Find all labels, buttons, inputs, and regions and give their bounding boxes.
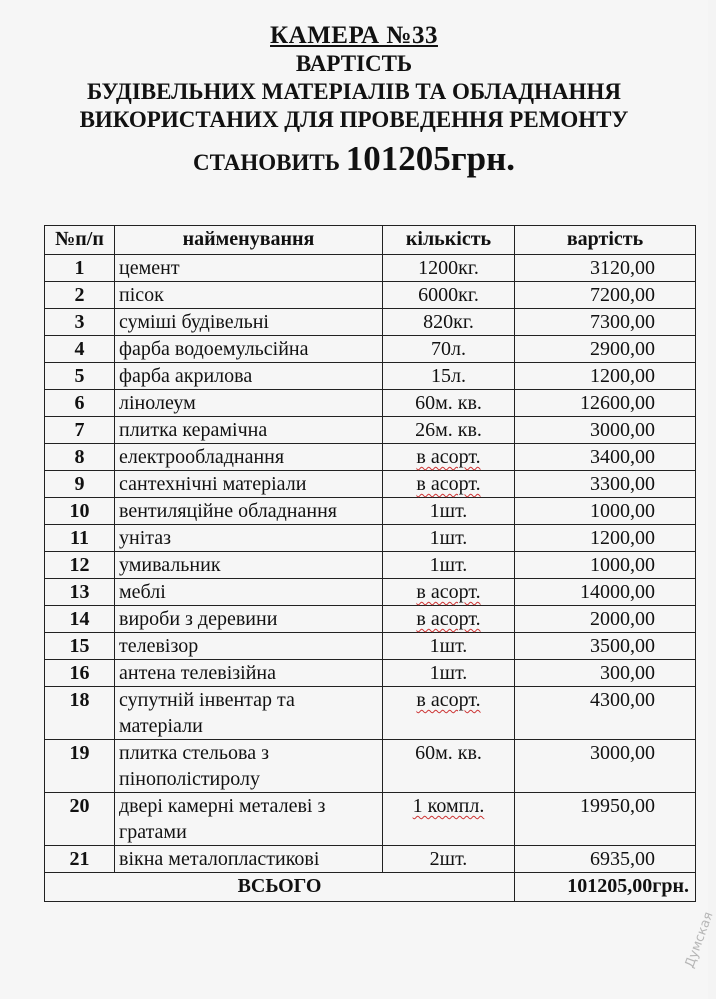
row-name: унітаз <box>115 525 383 552</box>
table-row <box>45 336 696 363</box>
row-name: супутній інвентар та матеріали <box>115 687 383 740</box>
table-row <box>45 660 696 687</box>
row-cost: 14000,00 <box>515 579 696 606</box>
row-name: цемент <box>115 255 383 282</box>
table-row <box>45 579 696 606</box>
row-number: 19 <box>45 740 115 793</box>
row-cost: 12600,00 <box>515 390 696 417</box>
row-name: умивальник <box>115 552 383 579</box>
row-cost: 3000,00 <box>515 740 696 793</box>
row-name: вентиляційне обладнання <box>115 498 383 525</box>
row-number: 8 <box>45 444 115 471</box>
table-row <box>45 740 696 793</box>
table-row <box>45 363 696 390</box>
row-name: пісок <box>115 282 383 309</box>
table-row <box>45 552 696 579</box>
row-quantity: 820кг. <box>383 309 515 336</box>
table-row <box>45 525 696 552</box>
row-cost: 3000,00 <box>515 417 696 444</box>
row-number: 1 <box>45 255 115 282</box>
row-quantity: 60м. кв. <box>383 740 515 793</box>
row-cost: 4300,00 <box>515 687 696 740</box>
row-cost: 19950,00 <box>515 793 696 846</box>
row-name: електрообладнання <box>115 444 383 471</box>
row-name: меблі <box>115 579 383 606</box>
row-cost: 3300,00 <box>515 471 696 498</box>
row-number: 16 <box>45 660 115 687</box>
row-number: 18 <box>45 687 115 740</box>
row-number: 9 <box>45 471 115 498</box>
row-number: 20 <box>45 793 115 846</box>
total-label: ВСЬОГО <box>45 873 515 902</box>
row-cost: 7300,00 <box>515 309 696 336</box>
header-line-1: БУДІВЕЛЬНИХ МАТЕРІАЛІВ ТА ОБЛАДНАННЯ <box>87 79 621 104</box>
row-name: вироби з деревини <box>115 606 383 633</box>
row-quantity: 70л. <box>383 336 515 363</box>
table-row <box>45 471 696 498</box>
row-number: 13 <box>45 579 115 606</box>
materials-table <box>44 225 696 902</box>
row-cost: 3400,00 <box>515 444 696 471</box>
table-row <box>45 846 696 873</box>
row-quantity: 1200кг. <box>383 255 515 282</box>
row-number: 12 <box>45 552 115 579</box>
header-line-2: ВИКОРИСТАНИХ ДЛЯ ПРОВЕДЕННЯ РЕМОНТУ <box>79 107 629 132</box>
total-row <box>45 873 696 902</box>
table-row <box>45 444 696 471</box>
row-quantity: 1 компл. <box>383 793 515 846</box>
document-subtitle: ВАРТІСТЬ <box>295 51 413 76</box>
column-header-num: №п/п <box>45 226 115 255</box>
row-number: 7 <box>45 417 115 444</box>
column-header-name: найменування <box>115 226 383 255</box>
row-quantity: 1шт. <box>383 660 515 687</box>
row-quantity: 1шт. <box>383 498 515 525</box>
row-cost: 1200,00 <box>515 363 696 390</box>
column-header-qty: кількість <box>383 226 515 255</box>
row-name: фарба акрилова <box>115 363 383 390</box>
row-quantity: 1шт. <box>383 552 515 579</box>
row-number: 4 <box>45 336 115 363</box>
row-quantity: 60м. кв. <box>383 390 515 417</box>
row-number: 14 <box>45 606 115 633</box>
table-row <box>45 633 696 660</box>
row-name: антена телевізійна <box>115 660 383 687</box>
row-number: 5 <box>45 363 115 390</box>
table-row <box>45 309 696 336</box>
row-quantity: 2шт. <box>383 846 515 873</box>
row-cost: 3500,00 <box>515 633 696 660</box>
row-name: вікна металопластикові <box>115 846 383 873</box>
table-row <box>45 687 696 740</box>
row-name: двері камерні металеві з гратами <box>115 793 383 846</box>
row-quantity: 1шт. <box>383 633 515 660</box>
total-cost-line <box>0 139 708 180</box>
table-header-row <box>45 226 696 255</box>
row-quantity: 15л. <box>383 363 515 390</box>
document-header <box>0 22 708 180</box>
row-name: лінолеум <box>115 390 383 417</box>
row-name: суміші будівельні <box>115 309 383 336</box>
row-number: 15 <box>45 633 115 660</box>
row-name: телевізор <box>115 633 383 660</box>
table-row <box>45 417 696 444</box>
table-row <box>45 282 696 309</box>
row-quantity: 26м. кв. <box>383 417 515 444</box>
table-row <box>45 793 696 846</box>
row-cost: 1200,00 <box>515 525 696 552</box>
row-cost: 2000,00 <box>515 606 696 633</box>
table-row <box>45 255 696 282</box>
row-name: плитка керамічна <box>115 417 383 444</box>
row-quantity: 6000кг. <box>383 282 515 309</box>
row-quantity: в асорт. <box>383 471 515 498</box>
row-cost: 300,00 <box>515 660 696 687</box>
table-row <box>45 606 696 633</box>
cost-prefix: СТАНОВИТЬ <box>192 150 340 175</box>
row-cost: 7200,00 <box>515 282 696 309</box>
row-number: 11 <box>45 525 115 552</box>
row-quantity: в асорт. <box>383 579 515 606</box>
row-quantity: 1шт. <box>383 525 515 552</box>
row-quantity: в асорт. <box>383 687 515 740</box>
row-name: сантехнічні матеріали <box>115 471 383 498</box>
row-number: 21 <box>45 846 115 873</box>
row-quantity: в асорт. <box>383 444 515 471</box>
table-body <box>45 255 696 873</box>
row-number: 2 <box>45 282 115 309</box>
row-cost: 1000,00 <box>515 498 696 525</box>
row-number: 3 <box>45 309 115 336</box>
column-header-cost: вартість <box>515 226 696 255</box>
row-quantity: в асорт. <box>383 606 515 633</box>
table-row <box>45 498 696 525</box>
cost-amount: 101205грн. <box>345 139 515 178</box>
document-title: КАМЕРА №33 <box>270 22 438 49</box>
row-cost: 3120,00 <box>515 255 696 282</box>
row-name: фарба водоемульсійна <box>115 336 383 363</box>
row-number: 6 <box>45 390 115 417</box>
watermark: Думская <box>682 910 716 971</box>
table-row <box>45 390 696 417</box>
row-number: 10 <box>45 498 115 525</box>
total-value: 101205,00грн. <box>515 873 696 902</box>
row-cost: 6935,00 <box>515 846 696 873</box>
row-cost: 2900,00 <box>515 336 696 363</box>
row-cost: 1000,00 <box>515 552 696 579</box>
row-name: плитка стельова з пінополістиролу <box>115 740 383 793</box>
